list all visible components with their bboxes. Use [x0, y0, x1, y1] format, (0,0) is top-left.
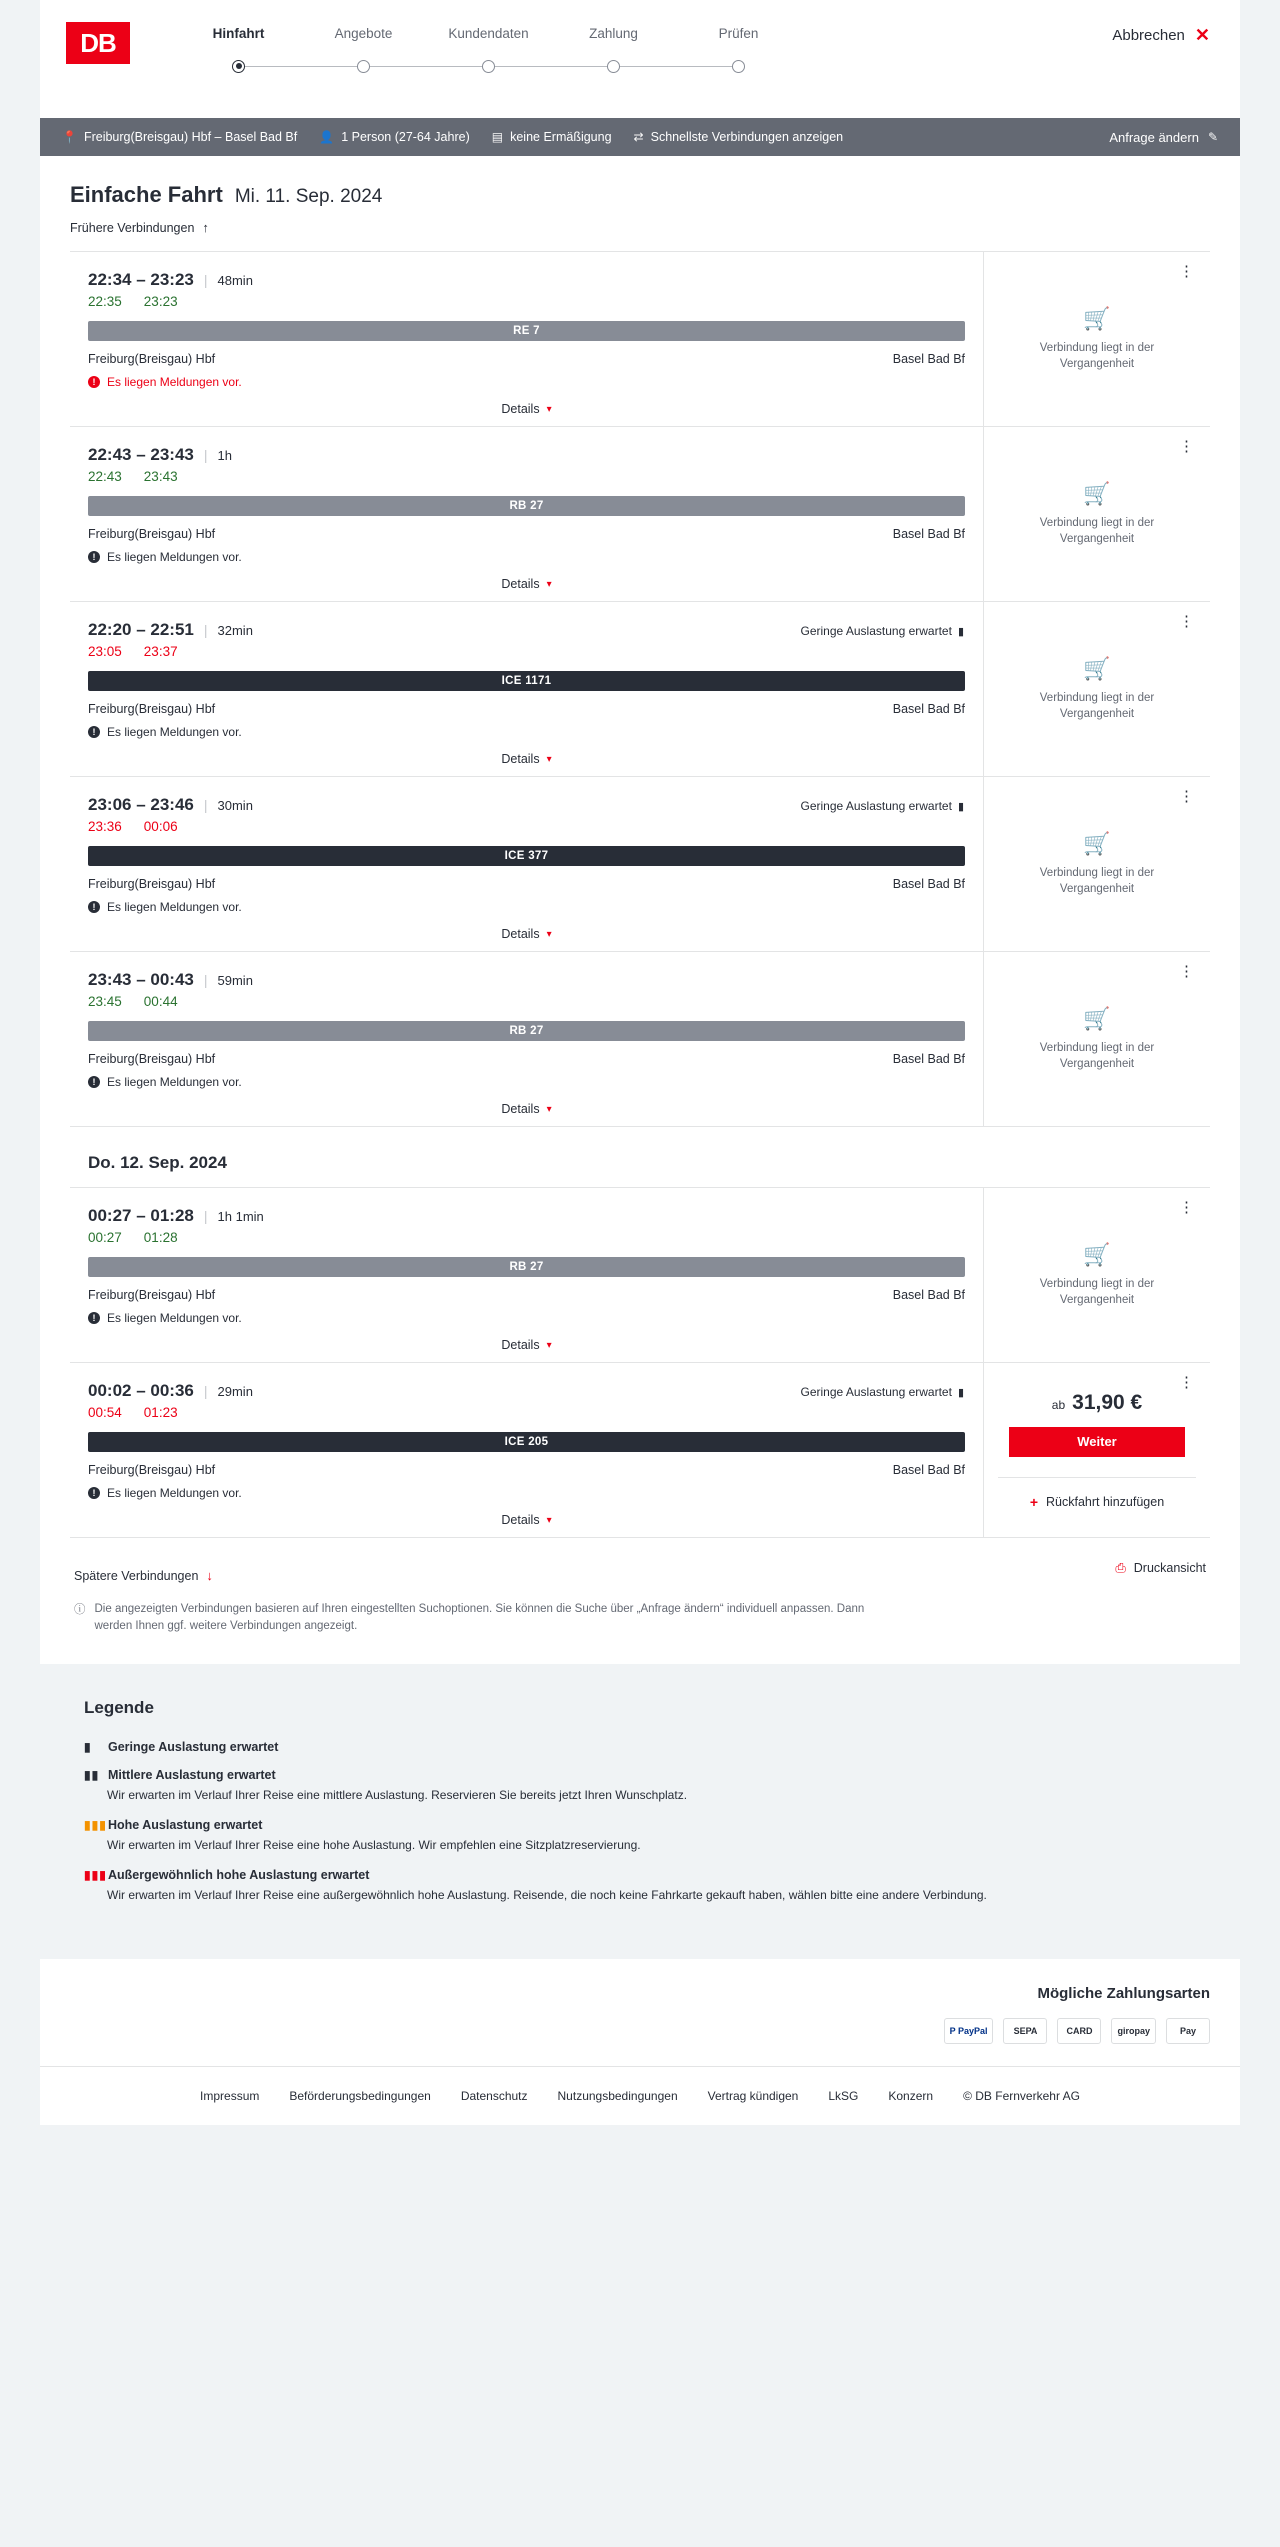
- print-view-button[interactable]: [1115, 1560, 1206, 1576]
- train-badge: ICE 205: [88, 1432, 965, 1452]
- legend-item: [84, 1818, 1196, 1854]
- step-angebote[interactable]: [301, 26, 426, 81]
- separator: |: [203, 1383, 208, 1399]
- separator: |: [203, 972, 208, 988]
- legend-item: [84, 1868, 1196, 1904]
- legend-title: Legende: [84, 1697, 154, 1717]
- giropay-sepa-icon: SEPA: [1003, 2018, 1047, 2044]
- connection-row[interactable]: [70, 1187, 1210, 1362]
- actual-departure: 23:45: [88, 994, 122, 1009]
- chevron-down-icon: ▾: [546, 1514, 552, 1526]
- legend-item-description: Wir erwarten im Verlauf Ihrer Reise eine mittlere Auslastung. Reservieren Sie bereits jetzt Ihren Wunschplatz.: [107, 1787, 688, 1802]
- continue-button[interactable]: Weiter: [1009, 1427, 1185, 1457]
- pencil-icon: ✎: [1207, 130, 1218, 144]
- step-dot-icon: [357, 60, 370, 73]
- actual-arrival: 23:37: [143, 644, 178, 659]
- actual-departure: 23:05: [88, 644, 122, 659]
- step-label: Prüfen: [718, 26, 759, 41]
- footer-link[interactable]: LkSG: [828, 2088, 859, 2103]
- actual-departure: 00:27: [88, 1230, 122, 1245]
- applepay-icon: Pay: [1166, 2018, 1210, 2044]
- results-title-row: [70, 182, 1210, 208]
- arrow-up-icon: ↑: [202, 220, 209, 235]
- cart-icon: 🛒: [1083, 655, 1111, 681]
- utilization-bars-icon: ▮: [84, 1739, 92, 1754]
- past-connection-note: Verbindung liegt in der Vergangenheit: [1039, 1277, 1155, 1306]
- disruption-text: Es liegen Meldungen vor.: [107, 725, 242, 739]
- origin-station: Freiburg(Breisgau) Hbf: [88, 877, 216, 891]
- footer-link[interactable]: Impressum: [200, 2088, 260, 2103]
- planned-time-range: 23:06 – 23:46: [88, 795, 194, 814]
- details-label: Details: [501, 402, 540, 416]
- connection-row[interactable]: [70, 776, 1210, 951]
- edit-search-label: Anfrage ändern: [1109, 129, 1199, 145]
- disruption-text: Es liegen Meldungen vor.: [107, 1075, 242, 1089]
- utilization-bars-icon: ▮▮▮: [84, 1868, 107, 1883]
- disruption-message[interactable]: [88, 1486, 965, 1500]
- search-summary-bar: [40, 118, 1240, 156]
- summary-discount[interactable]: [492, 130, 634, 144]
- step-dot-icon: [732, 60, 745, 73]
- disruption-text: Es liegen Meldungen vor.: [107, 375, 242, 389]
- step-dot-icon: [482, 60, 495, 73]
- step-dot-icon: [607, 60, 620, 73]
- day-separator: Do. 12. Sep. 2024: [70, 1126, 1210, 1187]
- past-connection-note: Verbindung liegt in der Vergangenheit: [1039, 691, 1155, 720]
- footer-link[interactable]: Datenschutz: [460, 2088, 528, 2103]
- utilization-note: [801, 1385, 965, 1399]
- destination-station: Basel Bad Bf: [892, 702, 965, 716]
- connection-row[interactable]: [70, 951, 1210, 1126]
- step-label: Zahlung: [589, 26, 638, 41]
- duration-label: 59min: [217, 973, 253, 988]
- past-connection-note: Verbindung liegt in der Vergangenheit: [1039, 516, 1155, 545]
- connection-offer: [984, 952, 1210, 1126]
- chevron-down-icon: ▾: [546, 753, 552, 765]
- destination-station: Basel Bad Bf: [892, 1288, 965, 1302]
- legend-section: [40, 1664, 1240, 1959]
- utilization-bars-icon: ▮▮: [84, 1767, 100, 1782]
- station-row: [88, 877, 965, 891]
- details-label: Details: [501, 577, 540, 591]
- utilization-label: Geringe Auslastung erwartet: [800, 799, 952, 813]
- duration-label: 1h 1min: [217, 1209, 264, 1224]
- past-connection-note: Verbindung liegt in der Vergangenheit: [1039, 341, 1155, 370]
- legend-item-label: Geringe Auslastung erwartet: [108, 1739, 279, 1754]
- actual-times: [88, 1405, 965, 1420]
- step-indicator: [676, 51, 801, 81]
- train-badge: RB 27: [88, 496, 965, 516]
- planned-times: [88, 270, 965, 290]
- plus-icon: +: [1029, 1493, 1039, 1510]
- actual-departure: 22:43: [88, 469, 122, 484]
- actual-arrival: 23:43: [143, 469, 178, 484]
- giropay-icon: giropay: [1111, 2018, 1156, 2044]
- alert-icon: !: [88, 901, 100, 913]
- utilization-bars-icon: ▮: [957, 1386, 965, 1399]
- more-options-icon[interactable]: ⋮: [1179, 963, 1194, 980]
- actual-arrival: 00:06: [143, 819, 178, 834]
- connection-details: [70, 252, 984, 426]
- planned-times: [88, 970, 965, 990]
- details-toggle[interactable]: [88, 927, 965, 941]
- info-icon: ⓘ: [74, 1604, 86, 1616]
- cart-icon: 🛒: [1083, 305, 1111, 331]
- cancel-label: Abbrechen: [1112, 26, 1185, 44]
- duration-label: 30min: [217, 798, 253, 813]
- results-date: Mi. 11. Sep. 2024: [234, 186, 383, 207]
- footer-links: [40, 2066, 1240, 2125]
- footer-link[interactable]: Vertrag kündigen: [707, 2088, 799, 2103]
- connection-offer: [984, 1363, 1210, 1537]
- alert-icon: !: [88, 1076, 100, 1088]
- legend-item-head: [84, 1768, 1196, 1782]
- summary-fastest-label: Schnellste Verbindungen anzeigen: [650, 130, 844, 144]
- past-connection-note: Verbindung liegt in der Vergangenheit: [1039, 1041, 1155, 1070]
- summary-fastest-toggle[interactable]: [634, 130, 866, 144]
- utilization-note: [801, 624, 965, 638]
- summary-passengers-label: 1 Person (27-64 Jahre): [341, 130, 470, 144]
- more-options-icon[interactable]: ⋮: [1179, 788, 1194, 805]
- planned-time-range: 22:20 – 22:51: [88, 620, 194, 639]
- planned-times: [88, 445, 965, 465]
- origin-station: Freiburg(Breisgau) Hbf: [88, 1052, 216, 1066]
- destination-station: Basel Bad Bf: [892, 1052, 965, 1066]
- details-label: Details: [501, 1102, 540, 1116]
- destination-station: Basel Bad Bf: [892, 352, 965, 366]
- station-row: [88, 702, 965, 716]
- train-badge: RB 27: [88, 1257, 965, 1277]
- train-badge: RB 27: [88, 1021, 965, 1041]
- legend-item-description: Wir erwarten im Verlauf Ihrer Reise eine hohe Auslastung. Wir empfehlen eine Sitzplatzreservierung.: [107, 1837, 641, 1852]
- details-label: Details: [501, 927, 540, 941]
- more-options-icon[interactable]: ⋮: [1179, 613, 1194, 630]
- step-label: Angebote: [334, 26, 393, 41]
- cart-icon: 🛒: [1083, 1005, 1111, 1031]
- step-zahlung[interactable]: [551, 26, 676, 81]
- add-return-trip-button[interactable]: [998, 1477, 1196, 1510]
- alert-icon: !: [88, 376, 100, 388]
- connection-details: [70, 427, 984, 601]
- edit-search-button[interactable]: [1109, 130, 1218, 145]
- utilization-note: [801, 799, 965, 813]
- swap-icon: ⇄: [633, 130, 644, 144]
- footer-link[interactable]: Beförderungsbedingungen: [289, 2088, 431, 2103]
- actual-arrival: 01:28: [143, 1230, 178, 1245]
- step-connector: [676, 66, 739, 67]
- origin-station: Freiburg(Breisgau) Hbf: [88, 527, 216, 541]
- alert-icon: !: [88, 726, 100, 738]
- alert-icon: !: [88, 551, 100, 563]
- footer-copyright: © DB Fernverkehr AG: [963, 2088, 1080, 2103]
- legend-item-description: Wir erwarten im Verlauf Ihrer Reise eine außergewöhnlich hohe Auslastung. Reisende, die noch keine Fahrkarte gekauft haben, wählen bitte eine andere Verbindung.: [107, 1888, 987, 1903]
- results-bottom-row: [70, 1537, 1210, 1593]
- duration-label: 32min: [217, 623, 253, 638]
- planned-times: [88, 795, 965, 815]
- more-options-icon[interactable]: ⋮: [1179, 1374, 1194, 1391]
- utilization-bars-icon: ▮: [957, 800, 965, 813]
- cart-icon: 🛒: [1083, 480, 1111, 506]
- disruption-text: Es liegen Meldungen vor.: [107, 1486, 242, 1500]
- disruption-message[interactable]: [88, 1311, 965, 1325]
- cancel-button[interactable]: [1112, 26, 1210, 44]
- arrow-down-icon: ↓: [206, 1568, 213, 1583]
- utilization-bars-icon: ▮▮▮: [84, 1817, 107, 1832]
- connection-details: [70, 952, 984, 1126]
- actual-times: [88, 644, 965, 659]
- price-value: 31,90 €: [1072, 1390, 1143, 1414]
- step-indicator: [176, 51, 301, 81]
- connection-row[interactable]: [70, 426, 1210, 601]
- actual-times: [88, 469, 965, 484]
- station-row: [88, 1288, 965, 1302]
- disruption-text: Es liegen Meldungen vor.: [107, 550, 242, 564]
- payment-methods-title: Mögliche Zahlungsarten: [1037, 1984, 1210, 2002]
- more-options-icon[interactable]: ⋮: [1179, 438, 1194, 455]
- page-title: Einfache Fahrt: [70, 182, 223, 207]
- close-icon: ✕: [1194, 25, 1210, 45]
- origin-station: Freiburg(Breisgau) Hbf: [88, 352, 216, 366]
- planned-times: [88, 1381, 965, 1401]
- actual-departure: 00:54: [88, 1405, 122, 1420]
- destination-station: Basel Bad Bf: [892, 1463, 965, 1477]
- later-connections-label: Spätere Verbindungen: [74, 1568, 199, 1583]
- step-label: Hinfahrt: [212, 26, 265, 41]
- summary-passengers[interactable]: [319, 130, 492, 144]
- chevron-down-icon: ▾: [546, 403, 552, 415]
- location-pin-icon: 📍: [62, 130, 77, 144]
- legend-item: [84, 1768, 1196, 1804]
- station-row: [88, 1463, 965, 1477]
- planned-time-range: 00:27 – 01:28: [88, 1206, 194, 1225]
- duration-label: 48min: [217, 273, 253, 288]
- earlier-connections-label: Frühere Verbindungen: [70, 220, 195, 235]
- legend-item-label: Außergewöhnlich hohe Auslastung erwartet: [108, 1868, 370, 1883]
- paypal-icon: P PayPal: [944, 2018, 994, 2044]
- origin-station: Freiburg(Breisgau) Hbf: [88, 702, 216, 716]
- details-label: Details: [501, 752, 540, 766]
- disruption-message[interactable]: [88, 550, 965, 564]
- duration-label: 29min: [217, 1384, 253, 1399]
- planned-times: [88, 620, 965, 640]
- summary-route-label: Freiburg(Breisgau) Hbf – Basel Bad Bf: [83, 130, 298, 144]
- station-row: [88, 527, 965, 541]
- summary-route[interactable]: [62, 130, 319, 144]
- separator: |: [203, 797, 208, 813]
- connection-row[interactable]: [70, 601, 1210, 776]
- separator: |: [203, 272, 208, 288]
- connection-row[interactable]: [70, 251, 1210, 426]
- connection-details: [70, 1188, 984, 1362]
- search-info-note: [70, 1593, 890, 1664]
- actual-departure: 22:35: [88, 294, 122, 309]
- step-indicator: [426, 51, 551, 81]
- actual-arrival: 23:23: [143, 294, 178, 309]
- cart-icon: 🛒: [1083, 830, 1111, 856]
- add-return-trip-label: Rückfahrt hinzufügen: [1046, 1494, 1165, 1509]
- train-badge: RE 7: [88, 321, 965, 341]
- app-header: [40, 0, 1240, 118]
- details-toggle[interactable]: [88, 752, 965, 766]
- disruption-message[interactable]: [88, 725, 965, 739]
- station-row: [88, 1052, 965, 1066]
- origin-station: Freiburg(Breisgau) Hbf: [88, 1288, 216, 1302]
- connection-details: [70, 1363, 984, 1537]
- chevron-down-icon: ▾: [546, 578, 552, 590]
- planned-time-range: 00:02 – 00:36: [88, 1381, 194, 1400]
- details-toggle[interactable]: [88, 1513, 965, 1527]
- payment-methods-section: [40, 1959, 1240, 2066]
- connection-list: [70, 251, 1210, 1537]
- step-prüfen[interactable]: [676, 26, 801, 81]
- legend-item-head: [84, 1740, 1196, 1754]
- legend-item-label: Mittlere Auslastung erwartet: [108, 1767, 276, 1782]
- step-dot-icon: [232, 60, 245, 73]
- step-connector: [239, 66, 302, 67]
- step-label: Kundendaten: [448, 26, 529, 41]
- price-prefix: ab: [1051, 1397, 1066, 1412]
- actual-departure: 23:36: [88, 819, 122, 834]
- details-toggle[interactable]: [88, 402, 965, 416]
- more-options-icon[interactable]: ⋮: [1179, 263, 1194, 280]
- utilization-label: Geringe Auslastung erwartet: [800, 1385, 952, 1399]
- utilization-label: Geringe Auslastung erwartet: [800, 624, 952, 638]
- actual-arrival: 01:23: [143, 1405, 178, 1420]
- separator: |: [203, 622, 208, 638]
- cart-icon: 🛒: [1083, 1241, 1111, 1267]
- separator: |: [203, 1208, 208, 1224]
- planned-time-range: 22:43 – 23:43: [88, 445, 194, 464]
- connection-offer: [984, 1188, 1210, 1362]
- connection-offer: [984, 777, 1210, 951]
- step-hinfahrt[interactable]: [176, 26, 301, 81]
- alert-icon: !: [88, 1312, 100, 1324]
- legend-item-label: Hohe Auslastung erwartet: [108, 1817, 263, 1832]
- payment-icons: [944, 2018, 1210, 2044]
- disruption-message[interactable]: [88, 1075, 965, 1089]
- more-options-icon[interactable]: ⋮: [1179, 1199, 1194, 1216]
- connection-details: [70, 602, 984, 776]
- actual-times: [88, 1230, 965, 1245]
- connection-offer: [984, 252, 1210, 426]
- connection-offer: [984, 427, 1210, 601]
- disruption-text: Es liegen Meldungen vor.: [107, 900, 242, 914]
- actual-times: [88, 994, 965, 1009]
- disruption-message[interactable]: [88, 900, 965, 914]
- planned-times: [88, 1206, 965, 1226]
- footer-link[interactable]: Konzern: [888, 2088, 934, 2103]
- details-label: Details: [501, 1513, 540, 1527]
- legend-item-head: [84, 1868, 1196, 1882]
- step-indicator: [551, 51, 676, 81]
- printer-icon: ⎙: [1115, 1559, 1126, 1575]
- planned-time-range: 22:34 – 23:23: [88, 270, 194, 289]
- duration-label: 1h: [217, 448, 232, 463]
- utilization-bars-icon: ▮: [957, 625, 965, 638]
- price-block: [1052, 1391, 1142, 1415]
- destination-station: Basel Bad Bf: [892, 877, 965, 891]
- results-panel: [40, 156, 1240, 1664]
- origin-station: Freiburg(Breisgau) Hbf: [88, 1463, 216, 1477]
- step-kundendaten[interactable]: [426, 26, 551, 81]
- ticket-icon: ▤: [491, 130, 504, 144]
- actual-times: [88, 294, 965, 309]
- chevron-down-icon: ▾: [546, 1339, 552, 1351]
- connection-row[interactable]: [70, 1362, 1210, 1537]
- earlier-connections-button[interactable]: [70, 220, 1210, 235]
- legend-item: [84, 1740, 1196, 1754]
- disruption-text: Es liegen Meldungen vor.: [107, 1311, 242, 1325]
- step-indicator: [301, 51, 426, 81]
- destination-station: Basel Bad Bf: [892, 527, 965, 541]
- later-connections-button[interactable]: [74, 1568, 213, 1583]
- planned-time-range: 23:43 – 00:43: [88, 970, 194, 989]
- train-badge: ICE 377: [88, 846, 965, 866]
- checkout-steps: [176, 26, 801, 81]
- train-badge: ICE 1171: [88, 671, 965, 691]
- details-toggle[interactable]: [88, 577, 965, 591]
- chevron-down-icon: ▾: [546, 928, 552, 940]
- search-info-text: Die angezeigten Verbindungen basieren auf Ihren eingestellten Suchoptionen. Sie können die Suche über „Anfrage ändern“ individuell anpassen. Dann werden Ihnen ggf. weitere Verbindungen angezeigt.: [94, 1603, 865, 1633]
- station-row: [88, 352, 965, 366]
- separator: |: [203, 447, 208, 463]
- actual-arrival: 00:44: [143, 994, 178, 1009]
- details-toggle[interactable]: [88, 1338, 965, 1352]
- details-toggle[interactable]: [88, 1102, 965, 1116]
- db-logo: DB: [66, 22, 130, 64]
- legend-item-head: [84, 1818, 1196, 1832]
- legend-items: [84, 1740, 1196, 1905]
- details-label: Details: [501, 1338, 540, 1352]
- connection-offer: [984, 602, 1210, 776]
- creditcard-icon: CARD: [1057, 2018, 1101, 2044]
- summary-discount-label: keine Ermäßigung: [510, 130, 612, 144]
- alert-icon: !: [88, 1487, 100, 1499]
- print-view-label: Druckansicht: [1133, 1560, 1206, 1575]
- connection-details: [70, 777, 984, 951]
- disruption-message[interactable]: [88, 375, 965, 389]
- chevron-down-icon: ▾: [546, 1103, 552, 1115]
- actual-times: [88, 819, 965, 834]
- person-icon: 👤: [319, 130, 335, 144]
- past-connection-note: Verbindung liegt in der Vergangenheit: [1039, 866, 1155, 895]
- footer-link[interactable]: Nutzungsbedingungen: [557, 2088, 678, 2103]
